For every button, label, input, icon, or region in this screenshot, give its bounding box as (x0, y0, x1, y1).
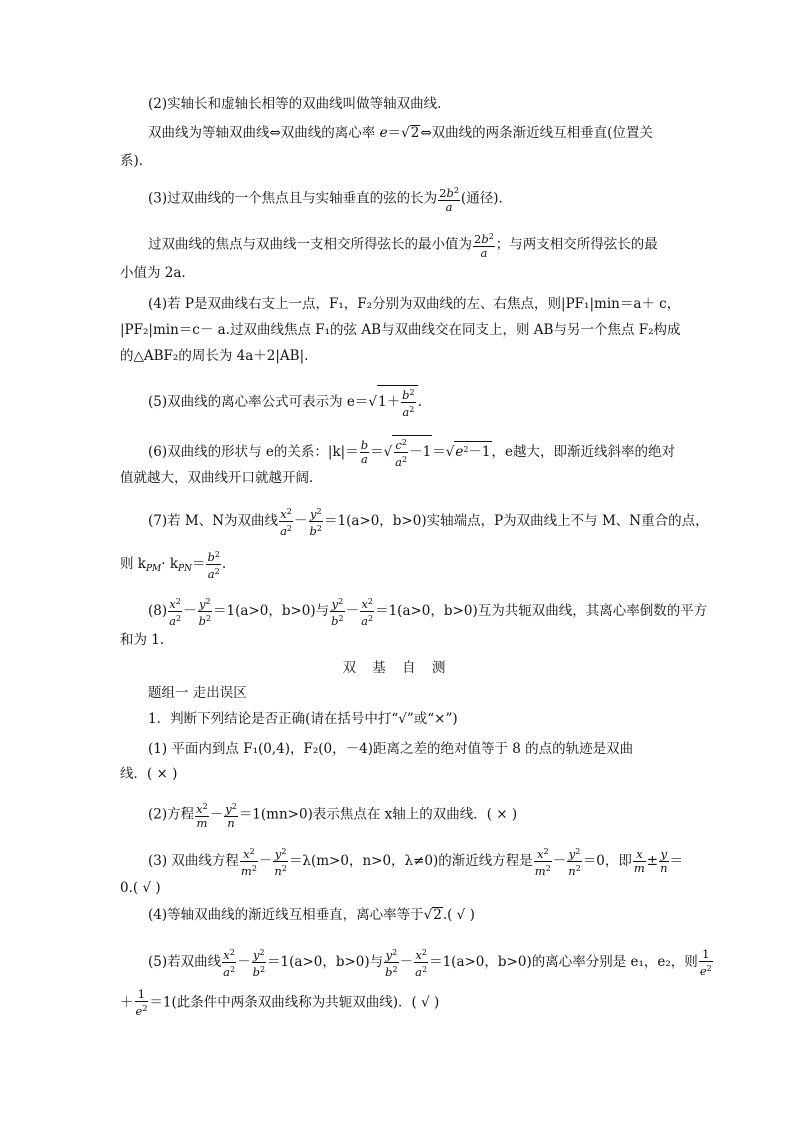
item-4-line3: 的△ABF₂的周长为 4a＋2|AB|. (120, 348, 309, 364)
item-7-line1: (7)若 M、N为双曲线 $\frac{x^2}{a^2}$ － $\frac{y^2}{b^2}$ ＝1(a>0，b>0)实轴端点，P为双曲线上不与 M、N重合的点， (148, 507, 709, 538)
item-3-line1: (3)过双曲线的一个焦点且与实轴垂直的弦的长为 $\frac{2b^2}{a}$ (通径)． (148, 186, 512, 214)
section-heading: 双 基 自 测 (342, 660, 452, 676)
item-7-line2: 则 $k_{PM}\cdot k_{PN}=$ $\frac{b^2}{a^2}$ ． (120, 550, 236, 581)
statement-5-line1: (5)若双曲线 $\frac{x^2}{a^2}$ － $\frac{y^2}{b^2}$ ＝1(a>0，b>0)与 $\frac{y^2}{b^2}$ － $\frac{x^2}{a^2}$ ＝1(a>0，b>0)的离心率分别是 e₁，e₂，则 $\frac{1}{e^2}$ (148, 946, 712, 979)
item-2-line3: 系)． (120, 153, 153, 169)
statement-3-line1: (3) 双曲线方程 $\frac{x^2}{m^2}$ － $\frac{y^2}{n^2}$ ＝λ(m>0，n>0，λ≠0)的渐近线方程是 $\frac{x^2}{m^2}$ － $\frac{y^2}{n^2}$ ＝0，即 $\frac{x}{m}$ ± $\frac{y}{n}$ ＝ (148, 847, 684, 878)
statement-2: (2)方程 $\frac{x^2}{m}$ － $\frac{y^2}{n}$ ＝1(mn>0)表示焦点在 x轴上的双曲线．( × ) (148, 802, 518, 830)
item-2-line2: 双曲线为等轴双曲线⇔双曲线的离心率 e＝√2⇔双曲线的两条渐近线互相垂直(位置关 (148, 125, 653, 141)
item-8-line1: (8) $\frac{x^2}{a^2}$ － $\frac{y^2}{b^2}$ ＝1(a>0，b>0)与 $\frac{y^2}{b^2}$ － $\frac{x^2}{a^2}$ ＝1(a>0，b>0)互为共轭双曲线，其离心率倒数的平方 (148, 597, 708, 628)
item-2-line1: (2)实轴长和虚轴长相等的双曲线叫做等轴双曲线． (148, 96, 451, 112)
question-1: 1．判断下列结论是否正确(请在括号中打“√”或“×”) (148, 711, 458, 727)
group-title: 题组一 走出误区 (148, 685, 247, 701)
statement-3-line2: 0.( √ ) (120, 880, 161, 896)
statement-1-line1: (1) 平面内到点 F₁(0,4)，F₂(0，－4)距离之差的绝对值等于 8 的点的轨迹是双曲 (148, 741, 634, 757)
item-8-line2: 和为 1. (120, 632, 165, 648)
item-4-line2: |PF₂|min＝c－ a.过双曲线焦点 F₁的弦 AB与双曲线交在同支上，则 AB与另一个焦点 F₂构成 (120, 322, 681, 338)
statement-5-line2: ＋ $\frac{1}{e^2}$ ＝1(此条件中两条双曲线称为共轭双曲线)．( √ ) (120, 987, 440, 1018)
item-3-line2: 过双曲线的焦点与双曲线一支相交所得弦长的最小值为 $\frac{2b^2}{a}$ ；与两支相交所得弦长的最 (148, 232, 658, 260)
item-6-line2: 值就越大，双曲线开口就越开阔． (120, 470, 323, 486)
item-3-line3: 小值为 2a. (120, 265, 186, 281)
item-6-line1: (6)双曲线的形状与 e的关系：|k|＝ $\frac{b}{a}$ ＝√ $\frac{c^2}{a^2}$ $-1=√e^2-1$，e越大，即渐近线斜率的绝对 (148, 435, 675, 469)
statement-4: (4)等轴双曲线的渐近线互相垂直，离心率等于√2.( √ ) (148, 907, 475, 923)
item-5-line1: (5)双曲线的离心率公式可表示为 e＝√1＋ $\frac{b^2}{a^2}$ . (148, 385, 422, 419)
statement-1-line2: 线．( × ) (120, 766, 178, 782)
item-4-line1: (4)若 P是双曲线右支上一点，F₁，F₂分别为双曲线的左、右焦点，则|PF₁|min＝a＋ c， (148, 296, 681, 312)
